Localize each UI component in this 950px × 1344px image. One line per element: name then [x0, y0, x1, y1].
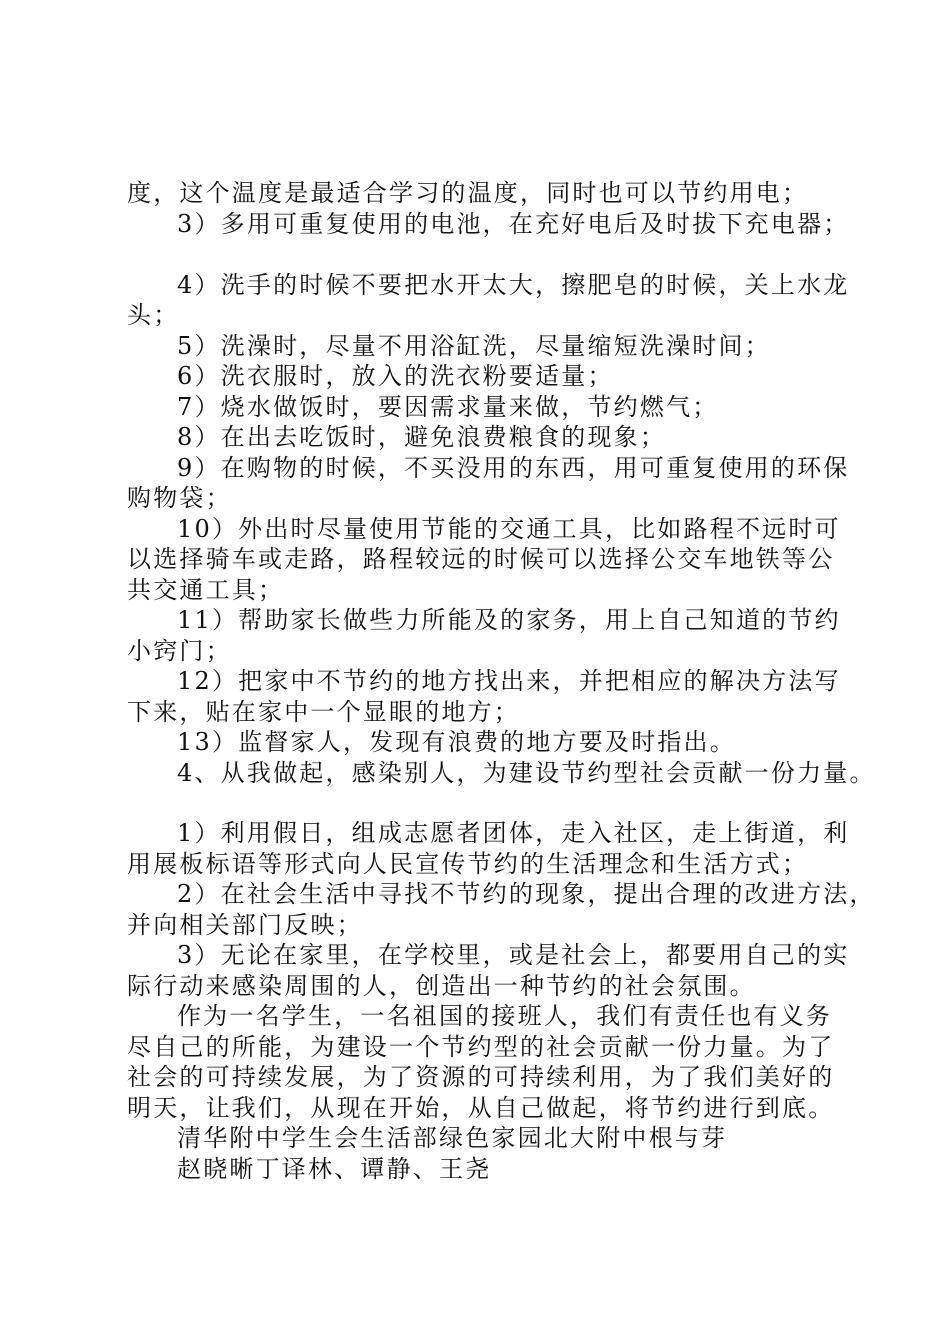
text-line-2: 3）多用可重复使用的电池，在充好电后及时拔下充电器；: [177, 210, 850, 238]
text-line-14: 11）帮助家长做些力所能及的家务，用上自己知道的节约: [177, 606, 841, 634]
text-line-22: 2）在社会生活中寻找不节约的现象，提出合理的改进方法，: [177, 880, 876, 908]
text-line-20: 1）利用假日，组成志愿者团体，走入社区，走上街道，利: [177, 819, 850, 847]
text-line-28: 社会的可持续发展，为了资源的可持续利用，为了我们美好的: [127, 1063, 835, 1091]
text-line-4: 头；: [127, 301, 180, 329]
text-line-11: 10）外出时尽量使用节能的交通工具，比如路程不远时可: [177, 515, 841, 543]
text-line-9: 9）在购物的时候，不买没用的东西，用可重复使用的环保: [177, 454, 850, 482]
text-line-16: 12）把家中不节约的地方找出来，并把相应的解决方法写: [177, 667, 841, 695]
text-line-7: 7）烧水做饭时，要因需求量来做，节约燃气；: [177, 393, 719, 421]
text-line-29: 明天，让我们，从现在开始，从自己做起，将节约进行到底。: [127, 1094, 835, 1122]
text-line-3: 4）洗手的时候不要把水开太大，擦肥皂的时候，关上水龙: [177, 271, 850, 299]
text-line-25: 际行动来感染周围的人，创造出一种节约的社会氛围。: [127, 972, 756, 1000]
text-line-6: 6）洗衣服时，放入的洗衣粉要适量；: [177, 362, 614, 390]
text-line-19: 4、从我做起，感染别人，为建设节约型社会贡献一份力量。: [177, 759, 876, 787]
text-line-12: 以选择骑车或走路，路程较远的时候可以选择公交车地铁等公: [127, 545, 835, 573]
text-line-8: 8）在出去吃饭时，避免浪费粮食的现象；: [177, 423, 667, 451]
text-line-24: 3）无论在家里，在学校里，或是社会上，都要用自己的实: [177, 941, 850, 969]
text-line-26: 作为一名学生，一名祖国的接班人，我们有责任也有义务: [177, 1002, 832, 1030]
text-line-10: 购物袋；: [127, 484, 232, 512]
text-line-18: 13）监督家人，发现有浪费的地方要及时指出。: [177, 728, 736, 756]
text-line-13: 共交通工具；: [127, 576, 285, 604]
text-line-5: 5）洗澡时，尽量不用浴缸洗，尽量缩短洗澡时间；: [177, 332, 771, 360]
text-line-31: 赵晓晰丁译林、谭静、王尧: [177, 1155, 492, 1183]
text-line-17: 下来，贴在家中一个显眼的地方；: [127, 698, 520, 726]
text-line-21: 用展板标语等形式向人民宣传节约的生活理念和生活方式；: [127, 850, 809, 878]
text-line-1: 度，这个温度是最适合学习的温度，同时也可以节约用电；: [127, 179, 809, 207]
text-line-15: 小窍门；: [127, 637, 232, 665]
text-line-23: 并向相关部门反映；: [127, 911, 363, 939]
text-line-30: 清华附中学生会生活部绿色家园北大附中根与芽: [177, 1124, 728, 1152]
text-line-27: 尽自己的所能，为建设一个节约型的社会贡献一份力量。为了: [127, 1033, 835, 1061]
